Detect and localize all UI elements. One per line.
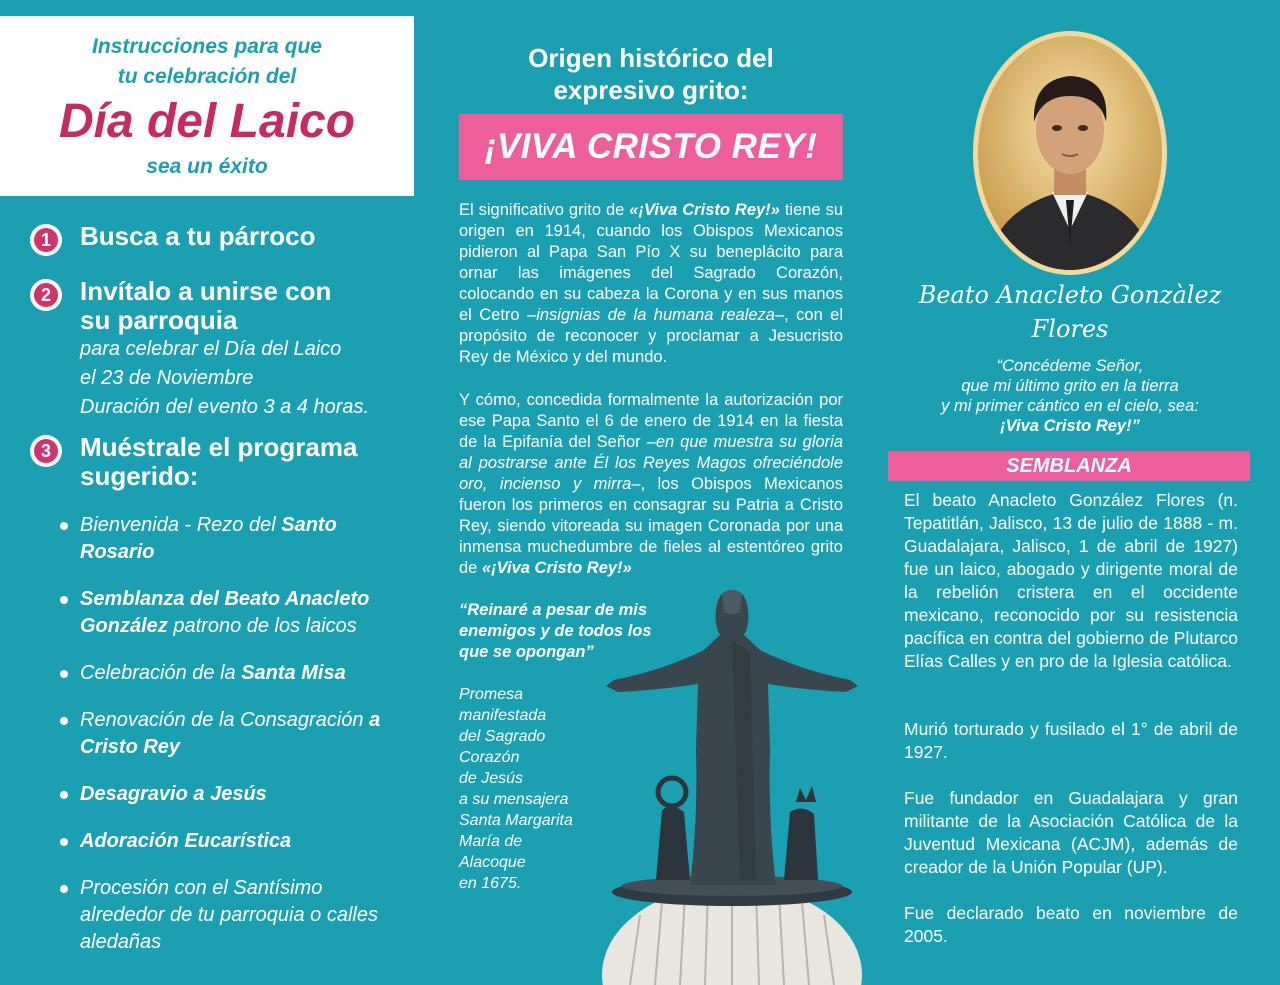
step-number-badge: 2: [30, 279, 62, 311]
list-item: Desagravio a Jesús: [60, 781, 410, 808]
promise-caption: Promesa manifestada del Sagrado Corazón de Jesús a su mensajera Santa Margarita María de Alacoque en 1675.: [459, 686, 573, 892]
step-3: [30, 433, 410, 491]
step-detail: para celebrar el Día del Laico: [80, 338, 342, 360]
beato-portrait-image: [972, 30, 1168, 276]
step-title: Muéstrale el programa: [80, 432, 358, 462]
list-item: Procesión con el Santísimo alrededor de tu parroquia o calles aledañas: [60, 875, 410, 956]
step-title: Busca a tu párroco: [80, 221, 316, 251]
step-title: Invítalo a unirse con: [80, 276, 332, 306]
step-title: sugerido:: [80, 461, 199, 491]
step-number-badge: 1: [30, 224, 62, 256]
title-card: [0, 16, 414, 196]
history-paragraph-2: Y cómo, concedida formalmente la autorización por ese Papa Santo el 6 de enero de 1914 en la fiesta de la Epifanía del Señor –en que muestra su gloria al postrarse ante Él los Reyes Magos ofreciéndole oro, incienso y mirra–, los Obispos Mexicanos fueron los primeros en consagrar su Patria a Cristo Rey, siendo vitoreada su imagen Coronada por una inmensa muchedumbre de fieles al estentóreo grito de «¡Viva Cristo Rey!»: [459, 391, 844, 577]
program-list: [60, 512, 410, 976]
viva-cristo-rey-banner: ¡VIVA CRISTO REY!: [459, 114, 843, 180]
section-title: Origen histórico del expresivo grito:: [528, 43, 774, 105]
main-title: Día del Laico: [58, 95, 356, 148]
list-item: Bienvenida - Rezo del Santo Rosario: [60, 512, 410, 566]
step-2: [30, 277, 410, 422]
list-item: Semblanza del Beato Anacleto González patrono de los laicos: [60, 586, 410, 640]
title-line-1: Instrucciones para que: [92, 35, 322, 58]
step-title: su parroquia: [80, 305, 238, 335]
title-line-2: tu celebración del: [117, 65, 297, 88]
semblanza-paragraph-3: Fue fundador en Guadalajara y gran militante de la Asociación Católica de la Juventud Mexicana (ACJM), además de creador de la Unión Popular (UP).: [904, 788, 1238, 877]
title-line-4: sea un éxito: [146, 155, 268, 178]
sacred-heart-quote: “Reinaré a pesar de mis enemigos y de todos los que se opongan”: [459, 601, 652, 661]
list-item: Celebración de la Santa Misa: [60, 660, 410, 687]
list-item: Renovación de la Consagración a Cristo Rey: [60, 707, 410, 761]
step-detail: Duración del evento 3 a 4 horas.: [80, 396, 370, 418]
step-1: [30, 222, 410, 251]
step-detail: el 23 de Noviembre: [80, 367, 254, 389]
beato-signature: Beato Anacleto Gonzàlez Flores: [918, 281, 1222, 343]
semblanza-paragraph-4: Fue declarado beato en noviembre de 2005.: [904, 903, 1238, 946]
step-number-badge: 3: [30, 435, 62, 467]
semblanza-paragraph-1: El beato Anacleto González Flores (n. Tepatitlán, Jalisco, 13 de julio de 1888 - m. Guadalajara, Jalisco, 1 de abril de 1927) fue un laico, abogado y dirigente moral de la rebelión cristera en el occidente mexicano, reconocido por su resistencia pacífica en contra del gobierno de Plutarco Elías Calles y en pro de la Iglesia católica.: [904, 490, 1238, 671]
semblanza-header: SEMBLANZA: [888, 451, 1250, 481]
cristo-rey-statue-image: [600, 580, 864, 985]
beato-prayer-quote: “Concédeme Señor, que mi último grito en la tierra y mi primer cántico en el cielo, sea: ¡Viva Cristo Rey!”: [941, 357, 1199, 435]
semblanza-paragraph-2: Murió torturado y fusilado el 1° de abril de 1927.: [904, 719, 1238, 762]
list-item: Adoración Eucarística: [60, 828, 410, 855]
history-paragraph-1: El significativo grito de «¡Viva Cristo Rey!» tiene su origen en 1914, cuando los Obispos Mexicanos pidieron al Papa San Pío X su beneplácito para ornar las imágenes del Sagrado Corazón, colocando en su cabeza la Corona y en sus manos el Cetro –insignias de la humana realeza–, con el propósito de reconocer y proclamar a Jesucristo Rey de México y del mundo.: [459, 201, 844, 366]
